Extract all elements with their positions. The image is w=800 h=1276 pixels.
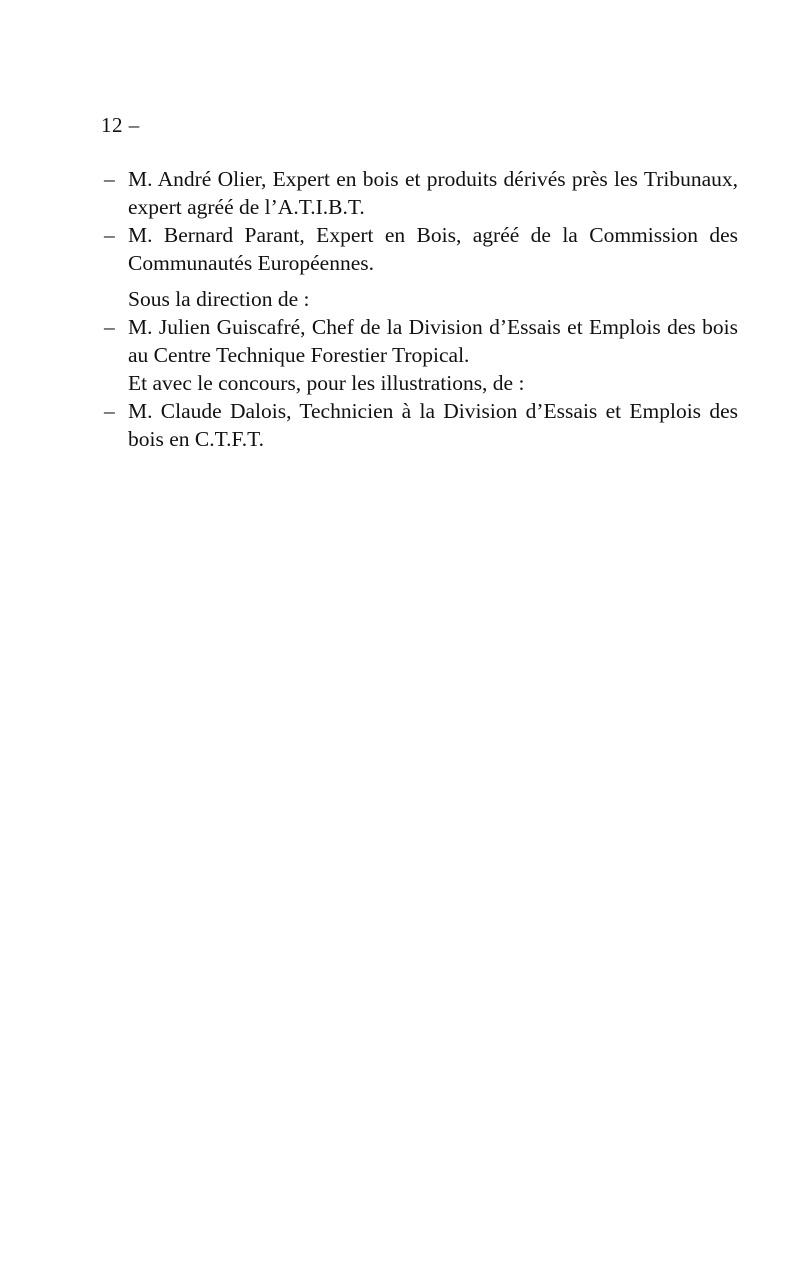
illustrator-text: M. Claude Dalois, Technicien à la Division d’Essais et Emplois des bois en C.T.F.T. <box>128 399 738 451</box>
entry-dash: – <box>104 315 115 339</box>
contributor-text: M. Bernard Parant, Expert en Bois, agréé de la Commission des Communautés Européennes. <box>128 223 738 275</box>
illustrations-label: Et avec le concours, pour les illustrations, de : <box>128 371 525 395</box>
director-entry-guiscafre <box>104 313 738 369</box>
entry-dash: – <box>104 399 115 423</box>
entry-dash: – <box>104 167 115 191</box>
page-number: 12 – <box>101 113 140 137</box>
contributors-section <box>104 165 738 453</box>
direction-label: Sous la direction de : <box>128 287 310 311</box>
contributor-entry-parant <box>104 221 738 277</box>
illustrator-entry-dalois <box>104 397 738 453</box>
contributor-text: M. André Olier, Expert en bois et produits dérivés près les Tribunaux, expert agréé de l’A.T.I.B.T. <box>128 167 738 219</box>
director-text: M. Julien Guiscafré, Chef de la Division d’Essais et Emplois des bois au Centre Technique Forestier Tropical. <box>128 315 738 367</box>
contributor-entry-olier <box>104 165 738 221</box>
entry-dash: – <box>104 223 115 247</box>
